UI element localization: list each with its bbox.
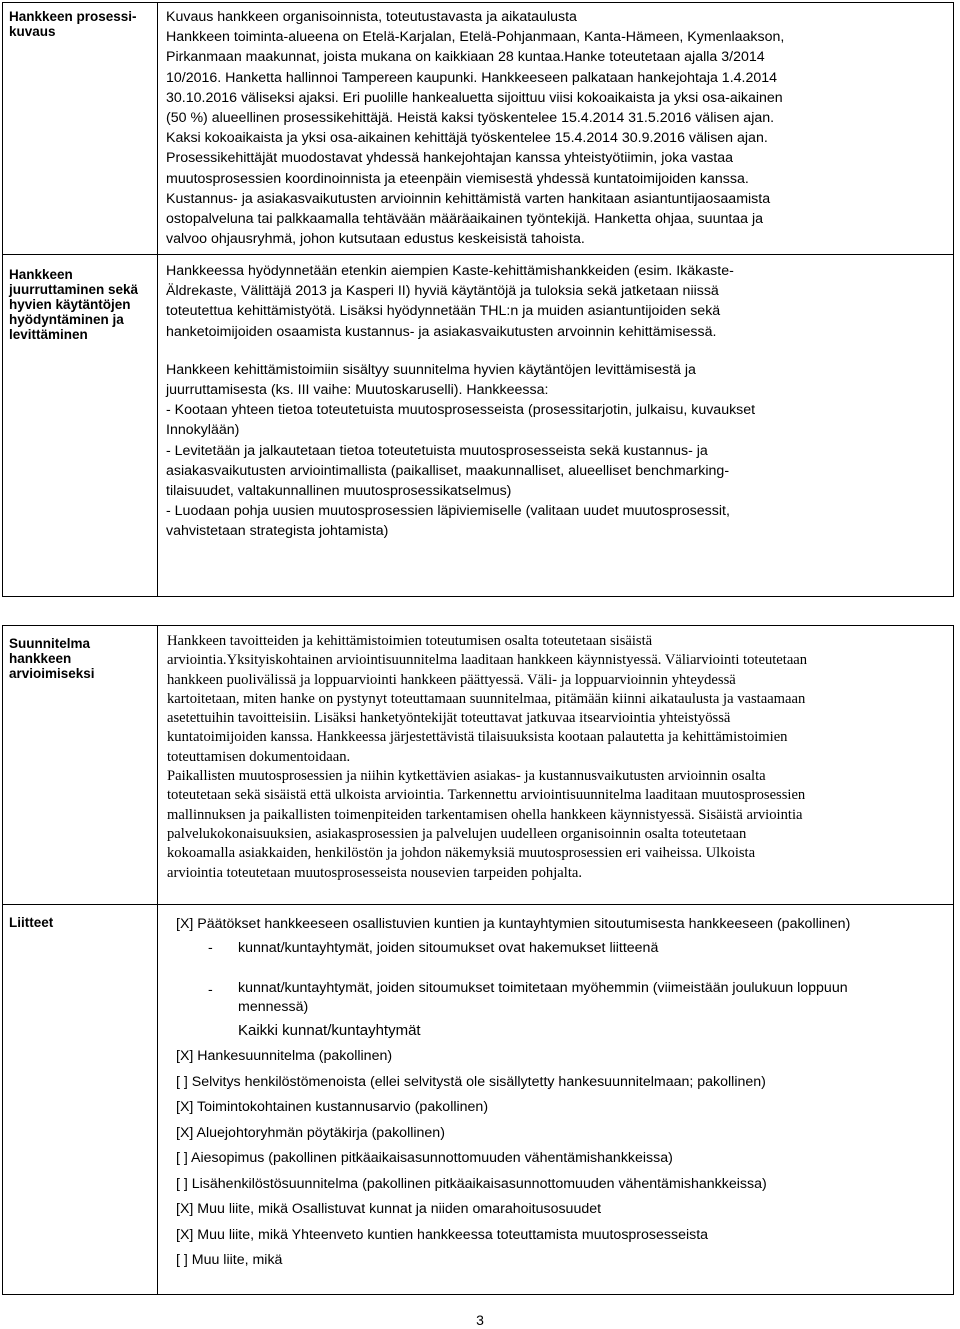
- all-municipalities: Kaikki kunnat/kuntayhtymät: [238, 1022, 421, 1039]
- process-line-2: Pirkanmaan maakunnat, joista mukana on kaikkiaan 28 kuntaa.Hanke toteutetaan ajalla 3/2014: [166, 49, 765, 66]
- attachment-item-2[interactable]: [X] Toimintokohtainen kustannusarvio (pakollinen): [176, 1099, 489, 1115]
- process-line-6: Kaksi kokoaikaista ja yksi osa-aikainen kehittäjä työskentelee 15.4.2014 30.9.2016 välisen ajan.: [166, 130, 768, 147]
- dash-marker: -: [208, 982, 213, 998]
- plan-table-2: [2, 625, 954, 1295]
- dash-marker: -: [208, 940, 213, 956]
- diss-b2-line-4: - Levitetään ja jalkautetaan tietoa toteutetuista muutosprosesseista sekä kustannus- ja: [166, 442, 708, 459]
- attachment-list: [166, 1044, 947, 1274]
- diss-b1-line-0: Hankkeessa hyödynnetään etenkin aiempien Kaste-kehittämishankkeiden (esim. Ikäkaste-: [166, 263, 734, 279]
- attachment-item-3[interactable]: [X] Aluejohtoryhmän pöytäkirja (pakollinen): [176, 1124, 445, 1141]
- evaluation-cell: [158, 626, 954, 905]
- eval-line-8: toteutetaan sekä sisäistä että ulkoista arviointia. Tarkennettu arviointisuunnitelma laaditaan muutosprosessien: [167, 787, 806, 804]
- attachment-item-8[interactable]: [ ] Muu liite, mikä: [176, 1252, 283, 1268]
- eval-line-4: asetettuihin tavoitteisiin. Lisäksi hanketyöntekijät toteuttavat jatkuvaa itsearviointia yhteistyössä: [167, 710, 731, 727]
- eval-line-3: kartoitetaan, miten hanke on pystynyt toteuttamaan suunnitelmaa, pitämään kiinni aikataulusta ja vastaamaan: [167, 690, 806, 707]
- eval-line-0: Hankkeen tavoitteiden ja kehittämistoimien toteutumisen osalta toteutetaan sisäistä: [167, 633, 653, 649]
- sub-2-line-1: kunnat/kuntayhtymät, joiden sitoumukset toimitetaan myöhemmin (viimeistään joulukuun loppuun: [238, 980, 848, 996]
- attachment-item-6[interactable]: [X] Muu liite, mikä Osallistuvat kunnat ja niiden omarahoitusosuudet: [176, 1201, 602, 1217]
- row-label-dissemination: Hankkeen juurruttaminen sekä hyvien käytäntöjen hyödyntäminen ja levittäminen: [3, 255, 158, 597]
- attachment-item-0[interactable]: [X] Hankesuunnitelma (pakollinen): [176, 1048, 393, 1064]
- row-label-attachments: Liitteet: [3, 905, 158, 1295]
- process-line-5: (50 %) alueellinen prosessikehittäjä. Heistä kaksi työskentelee 15.4.2014 31.5.2016 välisen ajan.: [166, 110, 775, 127]
- diss-b2-line-5: asiakasvaikutusten arviointimallista (paikalliset, maakunnalliset, alueelliset benchmarking-: [166, 462, 730, 479]
- process-line-8: muutosprosessien koordinoinnista ja eteenpäin viemisestä yhdessä kuntatoimijoiden kanssa.: [166, 170, 749, 187]
- process-line-10: ostopalveluna tai palkkaamalla tehtävään määräaikainen työntekijä. Hanketta ohjaa, suuntaa ja: [166, 211, 764, 228]
- dissemination-block-2: [166, 360, 947, 542]
- eval-line-1: arviointia.Yksityiskohtainen arviointisuunnitelma laaditaan hankkeen käynnistyessä. Väliarviointi toteutetaan: [167, 652, 808, 669]
- attachment-item-4[interactable]: [ ] Aiesopimus (pakollinen pitkäaikaisasunnottomuuden vähentämishankkeissa): [176, 1150, 673, 1166]
- diss-b2-line-1: juurruttamisesta (ks. III vaihe: Muutoskaruselli). Hankkeessa:: [166, 382, 549, 399]
- process-line-4: 30.10.2016 väliseksi ajaksi. Eri puolille hankealuetta sijoittuu viisi kokoaikaista ja yksi osa-aikainen: [166, 89, 783, 106]
- attachment-item-1[interactable]: [ ] Selvitys henkilöstömenoista (ellei selvitystä ole sisällytetty hankesuunnitelmaan; pakollinen): [176, 1073, 766, 1090]
- attachment-decisions[interactable]: [X] Päätökset hankkeeseen osallistuvien kuntien ja kuntayhtymien sitoutumisesta hankkeeseen (pakollinen): [176, 916, 851, 932]
- attachment-sub-1: [166, 937, 947, 959]
- diss-b1-line-2: toteutettua kehittämistyötä. Lisäksi hyödynnetään THL:n ja muiden asiantuntijoiden sekä: [166, 303, 721, 320]
- sub-1-text: kunnat/kuntayhtymät, joiden sitoumukset ovat hakemukset liitteenä: [238, 940, 659, 956]
- eval-line-10: palvelukokonaisuuksien, asiakasprosessien ja palvelujen uudelleen organisoinnin osalta toteutetaan: [167, 825, 747, 842]
- diss-b1-line-1: Äldrekaste, Välittäjä 2013 ja Kasperi II) hyviä käytäntöjä ja tuloksia sekä jatketaan niissä: [166, 283, 719, 300]
- attachment-sub-2: [166, 979, 947, 1040]
- eval-line-2: hankkeen puolivälissä ja loppuarviointi hankkeen päättyessä. Väli- ja loppuarvioinnin yhteydessä: [167, 671, 736, 688]
- process-line-0: Kuvaus hankkeen organisoinnista, toteutustavasta ja aikataulusta: [166, 9, 577, 25]
- eval-line-12: arviointia toteutetaan muutosprosesseista nousevien tarpeiden pohjalta.: [167, 864, 582, 881]
- attachment-item-5[interactable]: [ ] Lisähenkilöstösuunnitelma (pakollinen pitkäaikaisasunnottomuuden vähentämishankkeissa): [176, 1175, 767, 1192]
- process-description-cell: [158, 3, 954, 255]
- diss-b2-line-2: - Kootaan yhteen tietoa toteutetuista muutosprosesseista (prosessitarjotin, julkaisu, kuvaukset: [166, 402, 756, 419]
- row-label-evaluation: Suunnitelma hankkeen arvioimiseksi: [3, 626, 158, 905]
- attachment-item-7[interactable]: [X] Muu liite, mikä Yhteenveto kuntien hankkeessa toteuttamista muutosprosesseista: [176, 1226, 709, 1243]
- dissemination-cell: [158, 255, 954, 597]
- diss-b2-line-8: vahvistetaan strategista johtamista): [166, 523, 389, 540]
- eval-line-7: Paikallisten muutosprosessien ja niihin kytkettävien asiakas- ja kustannusvaikutusten arvioinnin osalta: [167, 768, 766, 785]
- row-process: [3, 3, 954, 255]
- page-number: 3: [476, 1312, 484, 1328]
- plan-table-1: [2, 2, 954, 597]
- row-label-process: Hankkeen prosessi-kuvaus: [3, 3, 158, 255]
- attachments-cell: [158, 905, 954, 1295]
- row-evaluation: [3, 626, 954, 905]
- diss-b2-line-6: tilaisuudet, valtakunnallinen muutosprosessikatselmus): [166, 483, 512, 500]
- process-line-9: Kustannus- ja asiakasvaikutusten arvioinnin kehittämistä varten hankitaan asiantuntijaosaamista: [166, 190, 771, 207]
- diss-b2-line-0: Hankkeen kehittämistoimiin sisältyy suunnitelma hyvien käytäntöjen levittämisestä ja: [166, 361, 696, 378]
- eval-line-9: mallinnuksen ja paikallisten toimenpiteiden tarkentamisen ohella hankkeen käynnistyessä. Sisäistä arviointia: [167, 806, 803, 823]
- diss-b1-line-3: hanketoimijoiden osaamista kustannus- ja asiakasvaikutusten arvoinnin kehittämisessä.: [166, 323, 717, 340]
- sub-2-line-2: mennessä): [238, 999, 309, 1015]
- row-attachments: [3, 905, 954, 1295]
- eval-line-11: kokoamalla asiakkaiden, henkilöstön ja johdon näkemyksiä muutosprosessien eri vaiheissa. Ulkoista: [167, 845, 756, 862]
- row-dissemination: [3, 255, 954, 597]
- process-line-11: valvoo ohjausryhmä, johon kutsutaan edustus keskeisistä tahoista.: [166, 231, 585, 248]
- process-line-7: Prosessikehittäjät muodostavat yhdessä hankejohtajan kanssa yhteistyötiimin, joka vastaa: [166, 150, 734, 167]
- sub-2-text: [238, 979, 848, 1040]
- eval-line-5: kuntatoimijoiden kanssa. Hankkeessa järjestettävistä tilaisuuksista kootaan palautetta ja kehittämistoimien: [167, 729, 788, 746]
- diss-b2-line-3: Innokylään): [166, 422, 240, 439]
- process-line-3: 10/2016. Hanketta hallinnoi Tampereen kaupunki. Hankkeeseen palkataan hankejohtaja 1.4.2014: [166, 69, 778, 86]
- diss-b2-line-7: - Luodaan pohja uusien muutosprosessien läpiviemiselle (valitaan uudet muutosprosessit,: [166, 503, 730, 520]
- dissemination-block-1: [166, 261, 947, 342]
- process-line-1: Hankkeen toiminta-alueena on Etelä-Karjalan, Etelä-Pohjanmaan, Kanta-Hämeen, Kymenlaakson,: [166, 29, 785, 46]
- eval-line-6: toteuttamisen dokumentoidaan.: [167, 748, 351, 765]
